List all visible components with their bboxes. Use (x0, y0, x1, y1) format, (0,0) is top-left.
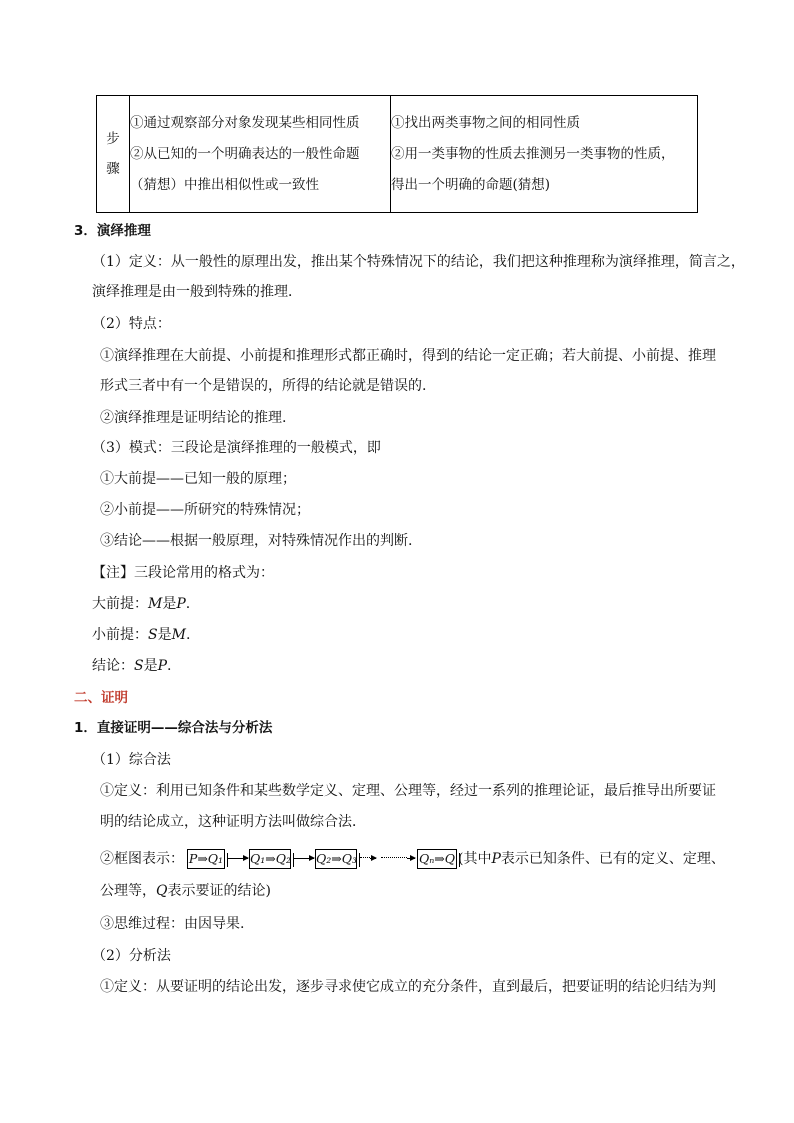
major-var-p: P (176, 596, 186, 612)
minor-period: . (185, 627, 191, 643)
steps-row-label (97, 96, 130, 213)
flow-note-1b: 表示已知条件、已有的定义、定理、 (500, 851, 725, 867)
deduction-definition-line-1: （1）定义：从一般性的原理出发，推出某个特殊情况下的结论，我们把这种推理称为演绎推理，简言之， (92, 254, 745, 270)
mode-title: （3）模式：三段论是演绎推理的一般模式，即 (92, 440, 381, 456)
flow-box-1: P⇒Q₁ (187, 849, 225, 869)
feature-1-line-2: 形式三者中有一个是错误的，所得的结论就是错误的. (100, 378, 427, 394)
mode-minor-premise: ②小前提——所研究的特殊情况； (100, 502, 310, 518)
flow-note-line-1 (458, 849, 725, 869)
flow-note-var-q: Q (156, 883, 168, 899)
flow-box-4: Qₙ⇒Q (417, 849, 457, 869)
conclusion-is: 是 (143, 658, 158, 674)
flow-dots-2 (381, 857, 407, 858)
conclusion-label: 结论： (92, 658, 134, 674)
analogy-steps-cell (391, 96, 698, 213)
flow-note-line-2 (100, 881, 271, 901)
induction-step-1: ①通过观察部分对象发现某些相同性质 (130, 114, 360, 131)
synthesis-title: （1）综合法 (92, 752, 171, 768)
major-label: 大前提： (92, 596, 148, 612)
flow-note-2b: 表示要证的结论) (167, 883, 271, 899)
analogy-step-2: ②用一类事物的性质去推测另一类事物的性质， (391, 145, 675, 162)
analogy-step-1: ①找出两类事物之间的相同性质 (391, 114, 580, 131)
feature-1-line-1: ①演绎推理在大前提、小前提和推理形式都正确时，得到的结论一定正确；若大前提、小前提、推理 (100, 348, 716, 364)
deduction-definition-line-2: 演绎推理是由一般到特殊的推理． (92, 284, 302, 300)
flow-note-1a: (其中 (458, 851, 492, 867)
syllogism-minor (92, 625, 190, 645)
table-row (97, 96, 698, 213)
flow-arrow-3 (370, 858, 376, 859)
deduction-heading: 3．演绎推理 (74, 223, 151, 239)
minor-var-s: S (148, 627, 158, 643)
induction-step-3: （猜想）中推出相似性或一致性 (130, 176, 319, 193)
direct-proof-heading: 1．直接证明——综合法与分析法 (74, 720, 273, 736)
comparison-table (96, 95, 698, 213)
analogy-step-3: 得出一个明确的命题(猜想) (391, 176, 551, 193)
minor-var-m: M (171, 627, 186, 643)
flow-arrow-2 (294, 858, 314, 859)
flow-note-2a: 公理等， (100, 883, 156, 899)
minor-is: 是 (157, 627, 172, 643)
flow-arrow-1 (228, 858, 248, 859)
flow-dots-1 (360, 857, 370, 858)
synthesis-definition-line-1: ①定义：利用已知条件和某些数学定义、定理、公理等，经过一系列的推理论证，最后推导出所要证 (100, 783, 716, 799)
analysis-definition-line-1: ①定义：从要证明的结论出发，逐步寻求使它成立的充分条件，直到最后，把要证明的结论归结为判 (100, 979, 716, 995)
synthesis-definition-line-2: 明的结论成立，这种证明方法叫做综合法． (100, 814, 366, 830)
syllogism-note: 【注】三段论常用的格式为： (92, 565, 274, 581)
steps-label: 步骤 (106, 131, 120, 177)
conclusion-var-p: P (157, 658, 168, 674)
flow-label: ②框图表示： (100, 851, 184, 867)
analysis-title: （2）分析法 (92, 948, 171, 964)
flow-arrow-4 (407, 858, 415, 859)
synthesis-process: ③思维过程：由因导果. (100, 916, 245, 932)
feature-2: ②演绎推理是证明结论的推理. (100, 410, 287, 426)
induction-step-2: ②从已知的一个明确表达的一般性命题 (130, 145, 360, 162)
major-is: 是 (162, 596, 177, 612)
induction-steps-cell (130, 96, 391, 213)
features-title: （2）特点： (92, 316, 171, 332)
mode-major-premise: ①大前提——已知一般的原理； (100, 471, 296, 487)
syllogism-major (92, 594, 190, 614)
conclusion-period: . (167, 658, 172, 674)
conclusion-var-s: S (134, 658, 144, 674)
flow-box-3: Q₂⇒Q₃ (315, 849, 357, 869)
syllogism-conclusion (92, 656, 171, 676)
flow-note-var-p: P (491, 851, 501, 867)
proof-section-heading: 二、证明 (74, 690, 128, 706)
major-var-m: M (148, 596, 163, 612)
flow-box-2: Q₁⇒Q₂ (249, 849, 291, 869)
mode-conclusion: ③结论——根据一般原理，对特殊情况作出的判断. (100, 533, 413, 549)
major-period: . (185, 596, 191, 612)
minor-label: 小前提： (92, 627, 148, 643)
flow-diagram (187, 848, 457, 870)
